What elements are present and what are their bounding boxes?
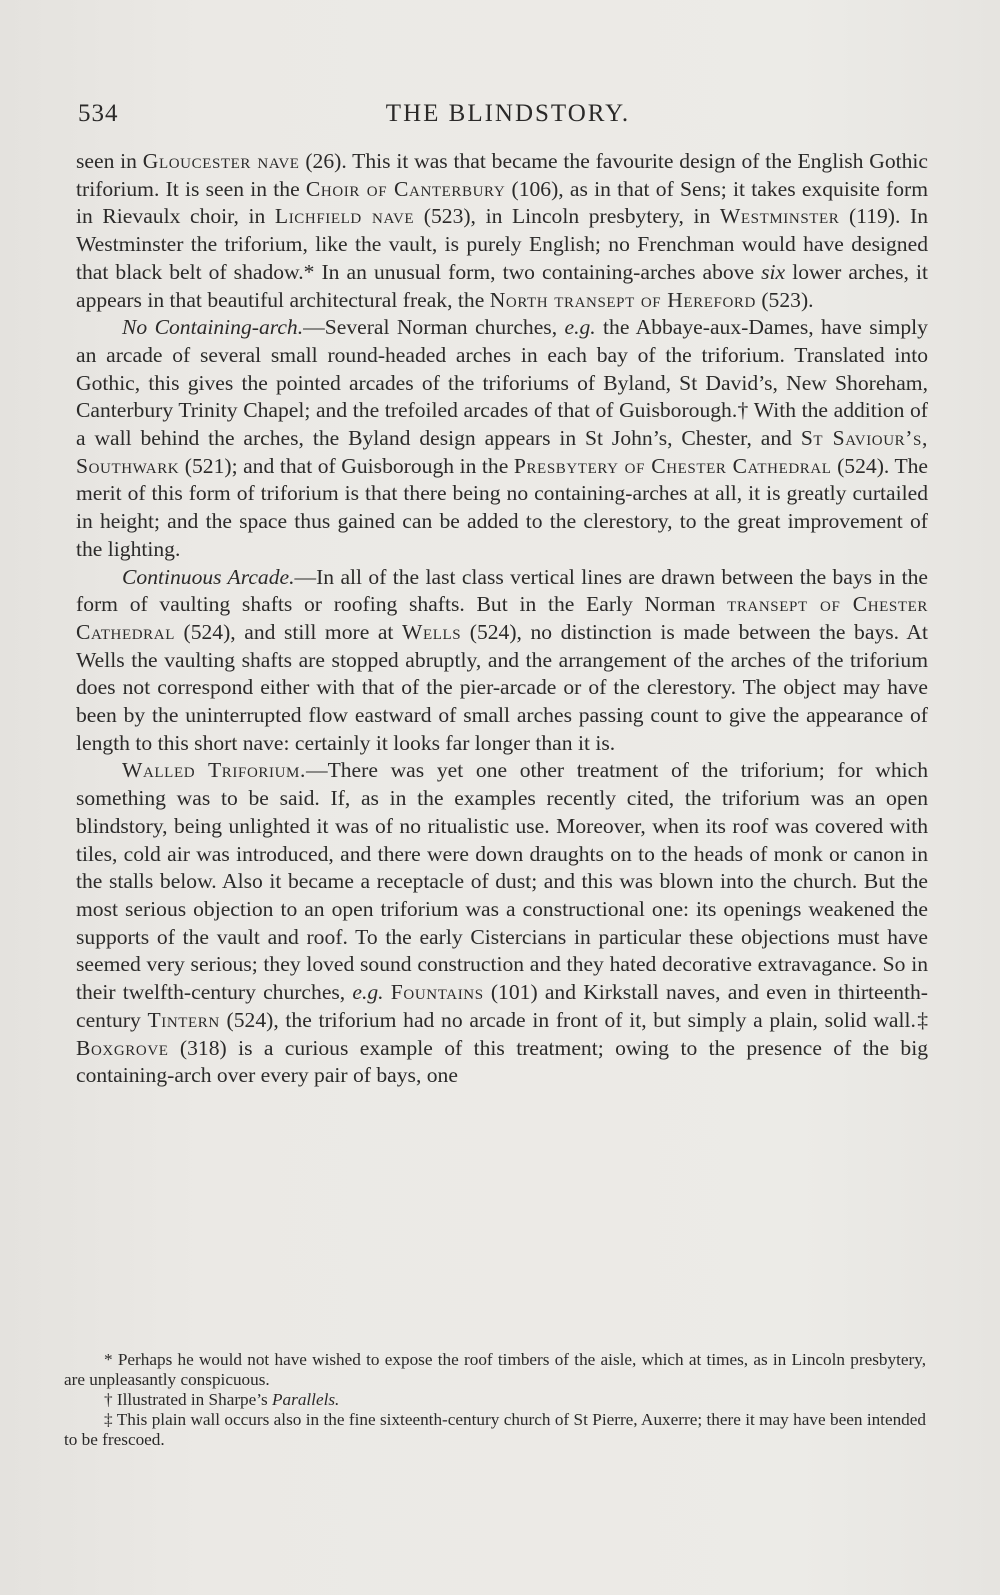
small-caps-reference: transept of Chester Cathedral <box>76 592 929 644</box>
text: —In all of the last class vertical lines are drawn between the bays in the form of vaulting shafts or roofing shafts. But in the Early Norman <box>76 564 928 617</box>
small-caps-reference: Fountains <box>390 980 484 1005</box>
small-caps-reference: North transept of Hereford <box>489 287 756 312</box>
text: —There was yet one other treatment of the triforium; for which something was to be said. If, as in the examples recently cited, the triforium was an open blindstory, being unlighted it was of no ritualistic use. Moreover, when its roof was covered with tiles, cold air was introduced, and there were down draughts on to the heads of monk or canon in the stalls below. Also it became a receptacle of dust; and this was blown into the church. But the most serious objection to an open triforium was a constructional one: its openings weakened the supports of the vault and roof. To the early Cistercians in particular these objections must have seemed very serious; they loved sound construction and they hated decorative extravagance. So in their twelfth-century churches, <box>76 758 929 1005</box>
paragraph-4 <box>76 757 928 1089</box>
small-caps-reference: Presbytery of Chester Cathedral <box>513 453 832 478</box>
text: (523), in Lincoln presbytery, in <box>414 204 720 229</box>
small-caps-reference: Choir of Canterbury <box>305 176 506 201</box>
text: (524), no distinction is made between the bays. At Wells the vaulting shafts are stopped abruptly, and the arrangement of the arches of the triforium does not correspond either with that of the pier-arcade or of the clerestory. The object may have been by the uninterrupted flow eastward of small arches passing count to give the appearance of length to this short nave: certainly it looks far longer than it is. <box>76 619 928 755</box>
text: —Several Norman churches, <box>303 315 565 340</box>
italic-text: e.g. <box>564 315 596 340</box>
text <box>384 980 391 1004</box>
italic-text: e.g. <box>352 980 384 1005</box>
page-number: 534 <box>78 100 119 127</box>
text: (524), the triforium had no arcade in front of it, but simply a plain, solid wall.‡ <box>219 1007 928 1032</box>
text: (119). In Westminster the triforium, like the vault, is purely English; no Frenchman would have designed that black belt of shadow.* In an unusual form, two containing-arches above <box>76 204 928 284</box>
text: (523). <box>755 287 814 312</box>
page-header <box>78 100 928 134</box>
section-heading-italic: Continuous Arcade. <box>122 564 295 589</box>
running-head: THE BLINDSTORY. <box>385 100 631 127</box>
small-caps-reference: Gloucester nave <box>142 149 300 173</box>
paragraph-2 <box>76 314 928 563</box>
italic-text: Parallels. <box>272 1390 340 1409</box>
footnote-1: * Perhaps he would not have wished to expose the roof timbers of the aisle, which at times, as in Lincoln presbytery, are unpleasantly conspicuous. <box>64 1350 926 1389</box>
text: seen in <box>76 149 143 173</box>
text: (524). The merit of this form of triforium is that there being no containing-arches at all, it is greatly curtailed in height; and the space thus gained can be added to the clerestory, to the great improvement of the lighting. <box>76 453 929 561</box>
text: (318) is a curious example of this treatment; owing to the presence of the big containing-arch over every pair of bays, one <box>76 1035 928 1088</box>
small-caps-reference: Tintern <box>147 1007 220 1032</box>
paragraph-3 <box>76 564 928 758</box>
italic-text: six <box>761 259 786 284</box>
text: (524), and still more at <box>174 619 402 644</box>
footnotes <box>64 1350 926 1450</box>
section-heading-small-caps: Walled Triforium. <box>122 758 306 783</box>
text: (106), as in that of Sens; it takes exquisite form in Rievaulx choir, in <box>76 176 929 229</box>
small-caps-reference: St Saviour’s, Southwark <box>76 426 928 478</box>
text: lower arches, it appears in that beautiful architectural freak, the <box>76 259 928 312</box>
body-text <box>76 148 928 1090</box>
text: † Illustrated in Sharpe’s <box>104 1390 273 1409</box>
small-caps-reference: Boxgrove <box>76 1035 169 1060</box>
text: (101) and Kirkstall naves, and even in thirteenth-century <box>76 980 928 1032</box>
text: (26). This it was that became the favourite design of the English Gothic triforium. It is seen in the <box>76 149 928 201</box>
paragraph-1 <box>76 148 928 314</box>
text: the Abbaye-aux-Dames, have simply an arcade of several small round-headed arches in each bay of the triforium. Translated into Gothic, this gives the pointed arcades of the triforiums of Byland, St David’s, New Shoreham, Canterbury Trinity Chapel; and the trefoiled arcades of that of Guisborough.† With the addition of a wall behind the arches, the Byland design appears in St John’s, Chester, and <box>76 315 928 451</box>
small-caps-reference: Westminster <box>719 204 840 229</box>
small-caps-reference: Lichfield nave <box>274 204 415 229</box>
section-heading-italic: No Containing-arch. <box>122 315 304 340</box>
footnote-2 <box>64 1390 926 1410</box>
footnote-3: ‡ This plain wall occurs also in the fine sixteenth-century church of St Pierre, Auxerre; there it may have been intended to be frescoed. <box>64 1410 926 1449</box>
text: (521); and that of Guisborough in the <box>179 453 514 478</box>
small-caps-reference: Wells <box>402 619 462 644</box>
